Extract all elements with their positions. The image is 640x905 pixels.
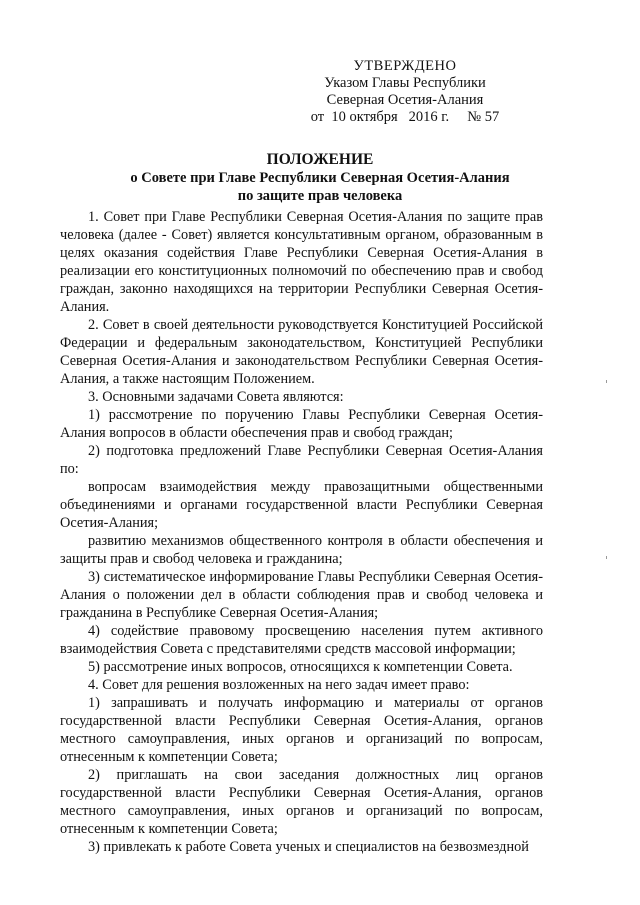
document-body xyxy=(60,208,543,856)
document-heading xyxy=(60,151,580,205)
paragraph: 3) привлекать к работе Совета ученых и специалистов на безвозмездной xyxy=(88,839,529,855)
paragraph: 2) подготовка предложений Главе Республики Северная Осетия-Алания по: xyxy=(60,443,543,477)
paragraph: 5) рассмотрение иных вопросов, относящихся к компетенции Совета. xyxy=(88,659,513,675)
paragraph: 2) приглашать на свои заседания должностных лиц органов государственной власти Республики Северная Осетия-Алания, органов местного самоуправления, иных органов и организаций по вопросам, отнесенным к компетенции Совета; xyxy=(60,767,543,837)
paragraph: 1) запрашивать и получать информацию и материалы от органов государственной власти Республики Северная Осетия-Алания, органов местного самоуправления, иных органов и организаций по вопросам, отнесенным к компетенции Совета; xyxy=(60,695,543,765)
scan-artifact xyxy=(606,380,607,383)
document-title: ПОЛОЖЕНИЕ xyxy=(266,151,374,168)
paragraph: развитию механизмов общественного контроля в области обеспечения и защиты прав и свобод человека и гражданина; xyxy=(60,533,543,567)
paragraph: 1. Совет при Главе Республики Северная Осетия-Алания по защите прав человека (далее - Совет) является консультативным органом, образованным в целях оказания содействия Главе Республики Северная Осетия-Алания в реализации его конституционных полномочий по обеспечению прав и свобод граждан, законно находящихся на территории Республики Северная Осетия-Алания. xyxy=(60,209,543,315)
approval-date-number: от 10 октября 2016 г. № 57 xyxy=(310,109,500,125)
document-subtitle-line2: по защите прав человека xyxy=(237,188,403,204)
approval-block xyxy=(300,58,510,126)
scan-artifact xyxy=(606,556,607,559)
paragraph: 2. Совет в своей деятельности руководствуется Конституцией Российской Федерации и федеральным законодательством, Конституцией Республики Северная Осетия-Алания и законодательством Республики Северная Осетия-Алания, а также настоящим Положением. xyxy=(60,317,543,387)
approval-republic-line: Северная Осетия-Алания xyxy=(326,92,484,108)
paragraph: 4) содействие правовому просвещению населения путем активного взаимодействия Совета с представителями средств массовой информации; xyxy=(60,623,543,657)
paragraph: вопросам взаимодействия между правозащитными общественными объединениями и органами государственной власти Республики Северная Осетия-Алания; xyxy=(60,479,543,531)
paragraph: 4. Совет для решения возложенных на него задач имеет право: xyxy=(88,677,470,693)
paragraph: 3. Основными задачами Совета являются: xyxy=(88,389,344,405)
approval-stamp-title: УТВЕРЖДЕНО xyxy=(353,58,457,74)
document-subtitle-line1: о Совете при Главе Республики Северная Осетия-Алания xyxy=(130,170,510,186)
approval-decree-line: Указом Главы Республики xyxy=(324,75,486,91)
paragraph: 3) систематическое информирование Главы Республики Северная Осетия-Алания о положении дел в области соблюдения прав и свобод человека и гражданина в Республике Северная Осетия-Алания; xyxy=(60,569,543,621)
paragraph: 1) рассмотрение по поручению Главы Республики Северная Осетия-Алания вопросов в области обеспечения прав и свобод граждан; xyxy=(60,407,543,441)
